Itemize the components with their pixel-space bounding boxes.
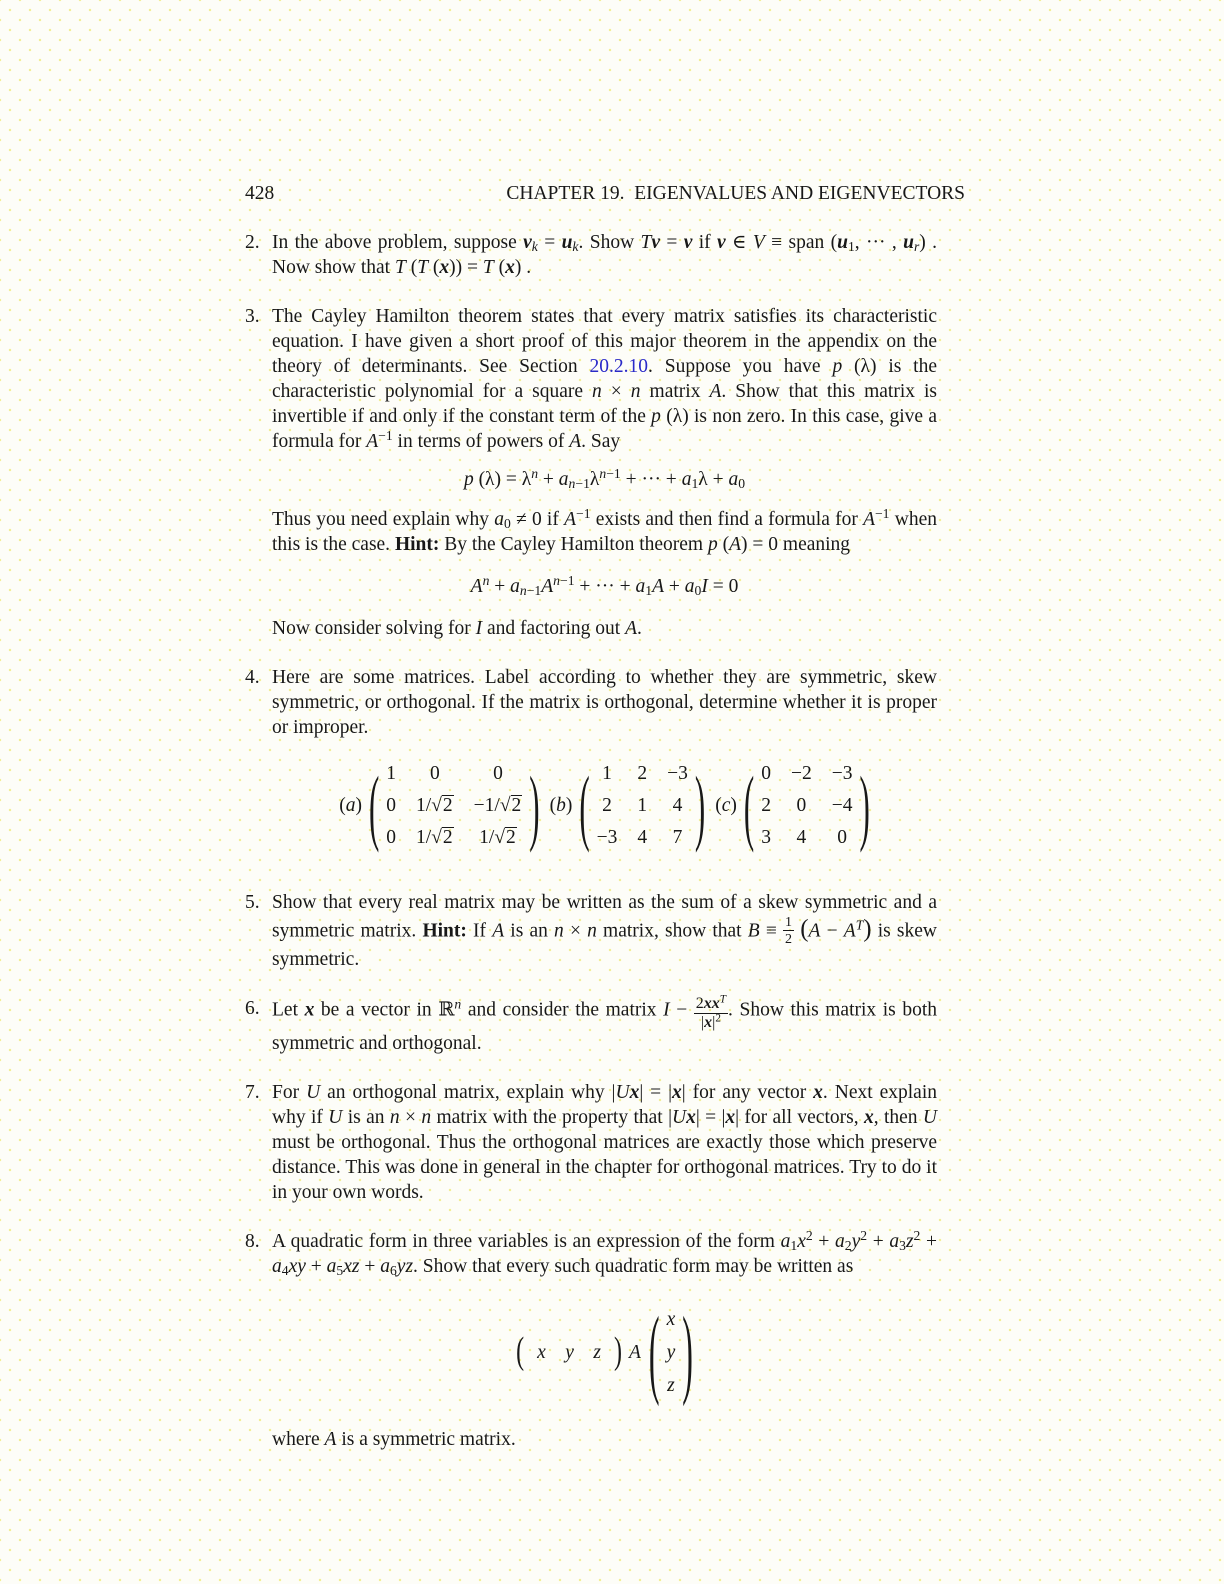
matrix-cell: 4 [672,794,683,816]
problem-number: 8. [245,1231,260,1253]
matrix-cell: 0 [837,826,847,848]
column-vector-xyz [648,1294,693,1407]
matrix-cell: 2 [761,794,771,816]
matrix-cell: 0 [493,762,503,784]
paragraph: Now consider solving for I and factoring out A. [272,618,642,639]
matrix-c [743,756,870,854]
matrix-label-b: (b) [549,794,573,816]
matrix-group-b [549,756,706,854]
problem-7 [245,1080,965,1205]
problem-body [272,993,938,1057]
paragraph: where A is a symmetric matrix. [272,1429,516,1451]
paragraph: For U an orthogonal matrix, explain why |Ux| = |x| for any vector x. Next explain why if U is an n × n matrix with the property that |Ux| = |x| for all vectors, x, then U must be orthogonal. Thus the orthogonal matrices are exactly those which preserve distance. This was done in general in the chapter for orthogonal matrices. Try to do it in your own words. [272,1082,937,1204]
matrix-b [579,756,706,854]
matrix-cell: −2 [790,762,812,784]
paragraph: In the above problem, suppose $v_k = u_k$. Show Tv = v if v ∈ V ≡ span ($u_1$, ··· , $u_r$) . Now show that T (T (x)) = T (x) . [272,232,937,278]
problem-number: 3. [245,306,260,327]
problem-number: 4. [245,667,260,688]
section-link-20-2-10[interactable]: 20.2.10 [589,356,649,377]
problem-body [272,890,937,972]
matrix-cell: 4 [637,826,648,848]
right-paren-icon: ) [682,1294,693,1407]
matrix-cell: 0 [429,762,440,784]
problem-3 [245,304,965,641]
paragraph: Let x be a vector in ℝ$^n$ and consider the matrix I − $\frac{2xx^T}{|x|^2}$ . Show this matrix is both symmetric and orthogonal. [272,993,938,1055]
display-formula-characteristic-polynomial: p $(\lambda) = \lambda^n + a_{n-1}\lambda^{n-1}$ + ··· + $a_1\lambda + a_0$ [463,466,746,491]
problem-body [272,1229,937,1452]
matrix-cell: −3 [667,762,688,784]
paragraph: Here are some matrices. Label according to whether they are symmetric, skew symmetric, or orthogonal. If the matrix is orthogonal, determine whether it is proper or improper. [272,667,937,738]
display-formula-cayley-hamilton: $A^n + a_{n-1}A^{n-1}$ + ··· + $a_1A + a_0I = 0$ [470,573,739,598]
paragraph: The Cayley Hamilton theorem states that every matrix satisfies its characteristic equation. I have given a short proof of this major theorem in the appendix on the theory of determinants. See Section 20.2.10. Suppose you have p (λ) is the characteristic polynomial for a square n × n matrix A. Show that this matrix is invertible if and only if the constant term of the p (λ) is non zero. In this case, give a formula for $A^{-1}$ in terms of powers of A. Say [272,306,937,452]
right-paren-icon: ) [694,756,706,854]
matrix-label-a: (a) [339,794,362,816]
matrix-cell: 2 [602,794,612,816]
problem-list [245,230,965,1452]
matrix-cell: 3 [761,826,771,848]
matrix-cell: 1 [637,794,648,816]
problem-body [272,304,937,641]
matrix-cell: −3 [831,762,853,784]
matrix-grid [754,759,859,852]
matrix-cell: 0 [386,794,397,816]
problem-number: 6. [245,997,260,1019]
problem-4 [245,665,965,866]
matrix-cell: 1/√2 [479,826,516,848]
page-number: 428 [245,183,275,204]
matrix-cell: 0 [386,826,397,848]
matrix-cell: 1 [386,762,397,784]
problem-8 [245,1229,965,1452]
matrix-cell: 7 [672,826,683,848]
matrix-symbol-A: A [629,1341,641,1363]
matrix-cell: y [666,1341,676,1363]
matrix-cell: 1/√2 [416,826,453,848]
matrix-a [368,756,540,854]
left-paren-icon: ( [579,756,590,854]
chapter-header: CHAPTER 19. EIGENVALUES AND EIGENVECTORS [506,183,965,204]
problem-6 [245,993,965,1057]
right-paren-icon: ) [529,756,540,854]
problem-number: 5. [245,892,260,913]
matrix-cell: 4 [796,826,807,848]
left-paren-icon: ( [743,756,755,854]
problem-body [272,230,937,280]
matrix-cell: 0 [796,794,807,816]
matrix-grid [590,759,695,852]
problem-number: 7. [245,1082,260,1104]
paragraph: Thus you need explain why $a_0 \ne 0$ if $A^{-1}$ exists and then find a formula for $A^{-1}$ when this is the case. Hint: By the Cayley Hamilton theorem p (A) = 0 meaning [272,506,937,555]
problem-2 [245,230,965,280]
matrix-cell: 2 [637,762,648,784]
left-paren-icon: ( [516,1330,525,1373]
matrix-cell: −3 [596,826,618,848]
matrix-cell: 1/√2 [416,794,453,816]
right-paren-icon: ) [614,1330,622,1373]
matrices-row [272,752,937,858]
display-formula-quadratic-form [272,1293,937,1411]
matrix-cell: −1/√2 [473,794,522,816]
problem-5 [245,890,965,972]
row-vector-xyz: x y z [537,1341,601,1363]
matrix-grid [660,1303,683,1402]
paragraph: A quadratic form in three variables is an expression of the form $a_1x^2 + a_2y^2 + a_3z^2 + a_4xy + a_5xz + a_6yz$. Show that every such quadratic form may be written as [272,1228,938,1279]
problem-body [272,1080,937,1205]
left-paren-icon: ( [648,1294,660,1407]
matrix-cell: 1 [602,762,612,784]
page-header [245,181,965,206]
matrix-cell: x [666,1308,676,1330]
matrix-grid [379,759,529,852]
matrix-cell: z [667,1374,675,1396]
matrix-cell: 0 [761,762,771,784]
matrix-cell: −4 [831,794,853,816]
paragraph: Show that every real matrix may be written as the sum of a skew symmetric and a symmetric matrix. Hint: If A is an n × n matrix, show that B ≡ $\frac{1}{2}$ $(A - A^T)$ is skew symmetric. [272,892,938,970]
matrix-group-c [715,756,870,854]
problem-number: 2. [245,232,260,253]
right-paren-icon: ) [859,756,870,854]
problem-body [272,665,937,866]
matrix-group-a [339,756,540,854]
left-paren-icon: ( [368,756,380,854]
matrix-label-c: (c) [715,794,737,816]
